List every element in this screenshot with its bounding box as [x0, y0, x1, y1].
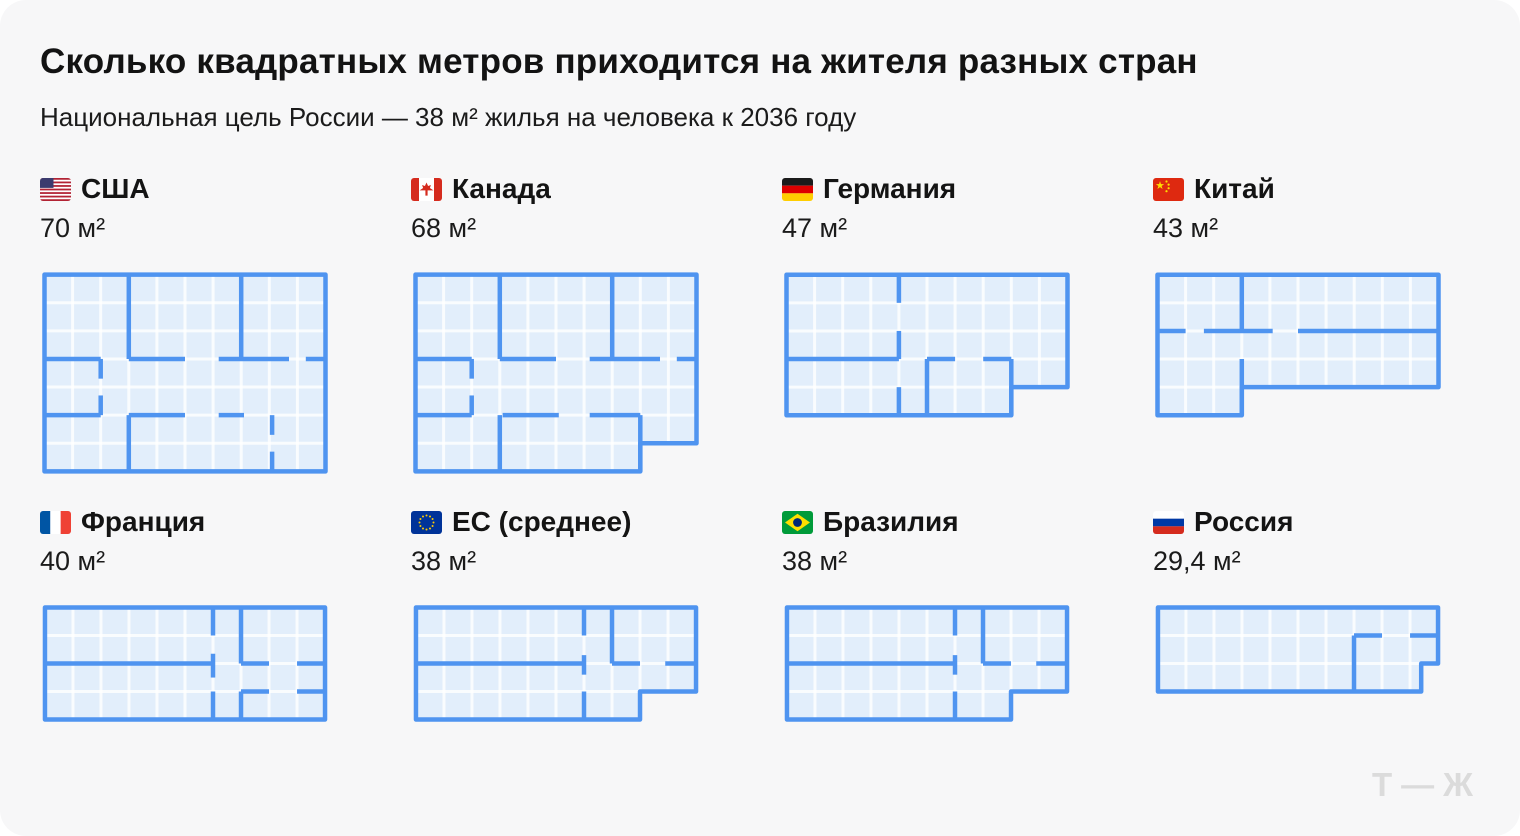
country-area-value: 38 м²: [411, 546, 477, 576]
brazil-flag-icon: [782, 511, 813, 534]
floorplan-eu: [411, 603, 694, 724]
floorplan-de: [782, 270, 1065, 420]
country-area-value: 47 м²: [782, 213, 848, 243]
country-header: [782, 172, 1065, 206]
floorplan-grid: [40, 172, 1436, 836]
country-header: [782, 505, 1065, 539]
country-name: ЕС (среднее): [452, 506, 632, 537]
country-name: Германия: [823, 173, 957, 204]
france-flag-icon: [40, 511, 71, 534]
germany-flag-icon: [782, 178, 813, 201]
floorplan-cn: [1153, 270, 1436, 420]
country-card: [411, 505, 694, 836]
country-name: Бразилия: [823, 506, 959, 537]
tzh-logo: Т—Ж: [1372, 766, 1482, 803]
floorplan-br: [782, 603, 1065, 724]
country-card: [40, 505, 323, 836]
country-area-value: 70 м²: [40, 213, 106, 243]
page-title: Сколько квадратных метров приходится на жителя разных стран: [40, 42, 1198, 81]
country-name: Канада: [452, 173, 551, 204]
country-card: [782, 505, 1065, 836]
country-header: [40, 505, 323, 539]
country-area-value: 29,4 м²: [1153, 546, 1241, 576]
floorplan-us: [40, 270, 323, 476]
country-area-value: 38 м²: [782, 546, 848, 576]
russia-flag-icon: [1153, 511, 1184, 534]
country-name: Франция: [81, 506, 206, 537]
canada-flag-icon: [411, 178, 442, 201]
country-area-value: 43 м²: [1153, 213, 1219, 243]
country-name: Китай: [1194, 173, 1275, 204]
eu-flag-icon: [411, 511, 442, 534]
page-subtitle: Национальная цель России — 38 м² жилья на человека к 2036 году: [40, 102, 857, 132]
floorplan-ru: [1153, 603, 1436, 696]
country-card: [782, 172, 1065, 505]
country-area-value: 40 м²: [40, 546, 106, 576]
floorplan-fr: [40, 603, 323, 724]
country-card: [411, 172, 694, 505]
country-header: [1153, 505, 1436, 539]
floorplan-ca: [411, 270, 694, 476]
country-card: [40, 172, 323, 505]
country-header: [1153, 172, 1436, 206]
country-header: [40, 172, 323, 206]
usa-flag-icon: [40, 178, 71, 201]
country-name: Россия: [1194, 506, 1294, 537]
country-header: [411, 172, 694, 206]
country-area-value: 68 м²: [411, 213, 477, 243]
country-name: США: [81, 173, 150, 204]
country-header: [411, 505, 694, 539]
china-flag-icon: [1153, 178, 1184, 201]
country-card: [1153, 172, 1436, 505]
